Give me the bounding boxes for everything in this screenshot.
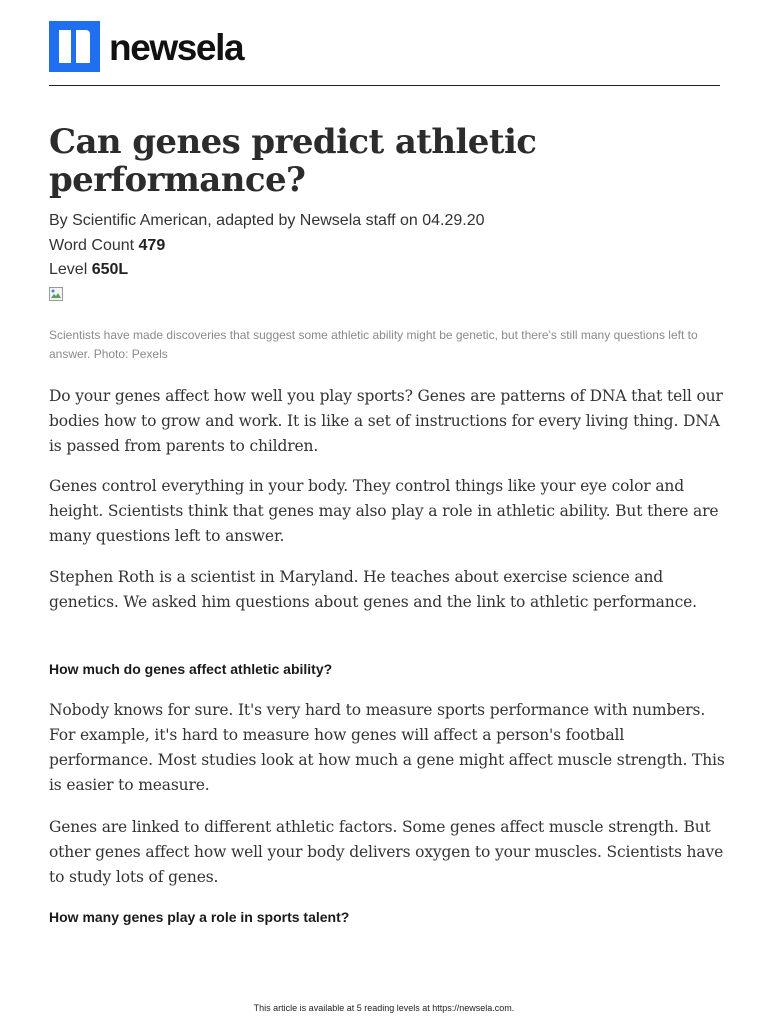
reading-level [49,260,128,280]
paragraph: Stephen Roth is a scientist in Maryland. He teaches about exercise science and genetics. We asked him questions about genes and the link to athletic performance. [49,568,697,611]
broken-image-icon [49,287,63,301]
footer-note: This article is available at 5 reading levels at https://newsela.com. [253,1003,515,1013]
level-value: 650L [91,261,129,278]
paragraph: Do your genes affect how well you play sports? Genes are patterns of DNA that tell our bodies how to grow and work. It is like a set of instructions for every living thing. DNA is passed from parents to children. [49,387,723,455]
word-count-value: 479 [138,237,166,254]
paragraph: Genes are linked to different athletic factors. Some genes affect muscle strength. But other genes affect how well your body delivers oxygen to your muscles. Scientists have to study lots of genes. [49,818,724,886]
paragraph: Genes control everything in your body. They control things like your eye color and height. Scientists think that genes may also play a role in athletic ability. But there are many questions left to answer. [49,477,719,545]
section-heading: How many genes play a role in sports talent? [49,909,350,925]
byline: By Scientific American, adapted by Newsela staff on 04.29.20 [49,212,485,229]
word-count [49,236,165,256]
image-caption: Scientists have made discoveries that suggest some athletic ability might be genetic, but there's still many questions left to answer. Photo: Pexels [49,328,698,361]
word-count-label: Word Count [49,237,135,254]
header [49,21,720,87]
paragraph: Nobody knows for sure. It's very hard to measure sports performance with numbers. For example, it's hard to measure how genes will affect a person's football performance. Most studies look at how much a gene might affect muscle strength. This is easier to measure. [49,701,725,794]
header-divider [49,85,720,86]
article-title: Can genes predict athletic performance? [49,122,537,200]
section-heading: How much do genes affect athletic ability? [49,661,333,677]
newsela-logo-icon[interactable] [49,21,100,72]
brand-name[interactable]: newsela [109,27,244,68]
level-label: Level [49,261,88,278]
